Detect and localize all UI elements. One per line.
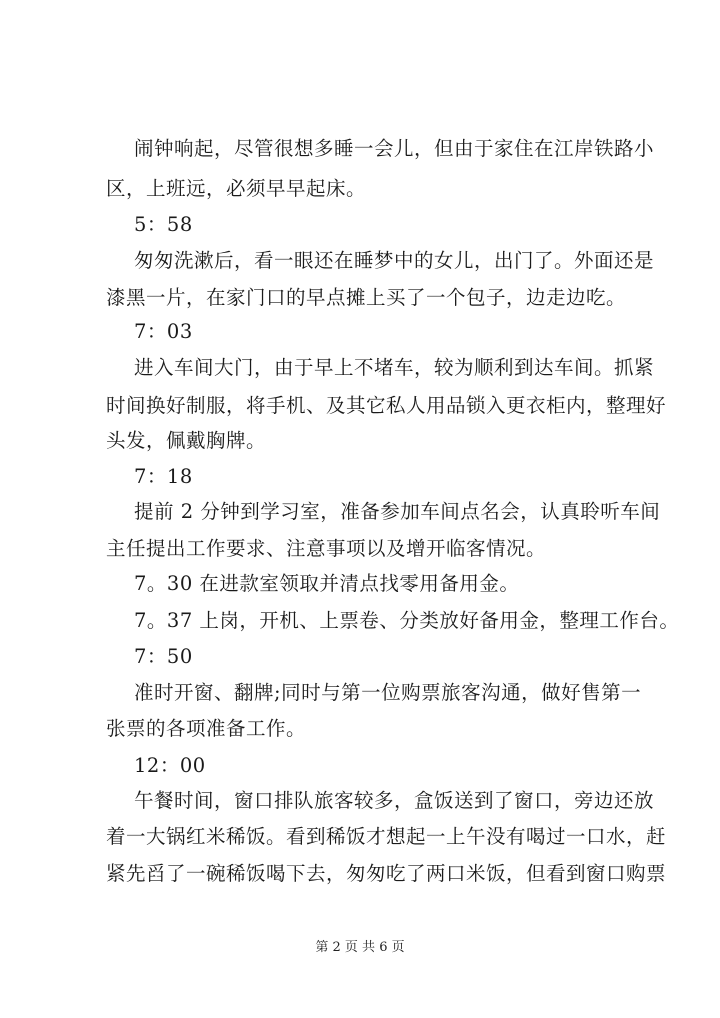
page-footer: 第 2 页 共 6 页 bbox=[315, 940, 405, 955]
text-line: 区，上班远，必须早早起床。 bbox=[106, 177, 367, 200]
text-line: 匆匆洗漱后，看一眼还在睡梦中的女儿，出门了。外面还是 bbox=[134, 249, 655, 272]
text-line: 漆黑一片，在家门口的早点摊上买了一个包子，边走边吃。 bbox=[106, 286, 627, 309]
time-heading: 12：00 bbox=[134, 754, 206, 777]
time-heading: 7：50 bbox=[134, 645, 193, 668]
text-line: 主任提出工作要求、注意事项以及增开临客情况。 bbox=[106, 537, 547, 560]
text-line: 准时开窗、翻牌;同时与第一位购票旅客沟通，做好售第一 bbox=[134, 681, 642, 704]
text-line: 进入车间大门，由于早上不堵车，较为顺利到达车间。抓紧 bbox=[134, 356, 655, 379]
text-line: 午餐时间，窗口排队旅客较多，盒饭送到了窗口，旁边还放 bbox=[134, 789, 655, 812]
time-heading: 5：58 bbox=[134, 213, 193, 236]
text-line: 时间换好制服，将手机、及其它私人用品锁入更衣柜内，整理好 bbox=[106, 394, 667, 417]
text-line: 7。30 在进款室领取并清点找零用备用金。 bbox=[134, 572, 520, 595]
text-line: 着一大锅红米稀饭。看到稀饭才想起一上午没有喝过一口水，赶 bbox=[106, 825, 667, 848]
text-line: 闹钟响起，尽管很想多睡一会儿，但由于家住在江岸铁路小 bbox=[134, 137, 655, 160]
text-line: 提前 2 分钟到学习室，准备参加车间点名会，认真聆听车间 bbox=[134, 500, 661, 523]
text-line: 头发，佩戴胸牌。 bbox=[106, 429, 267, 452]
text-line: 7。37 上岗，开机、上票卷、分类放好备用金，整理工作台。 bbox=[134, 609, 680, 632]
text-line: 紧先舀了一碗稀饭喝下去，匆匆吃了两口米饭，但看到窗口购票 bbox=[106, 862, 667, 885]
text-line: 张票的各项准备工作。 bbox=[106, 717, 307, 740]
time-heading: 7：03 bbox=[134, 320, 193, 343]
time-heading: 7：18 bbox=[134, 465, 193, 488]
